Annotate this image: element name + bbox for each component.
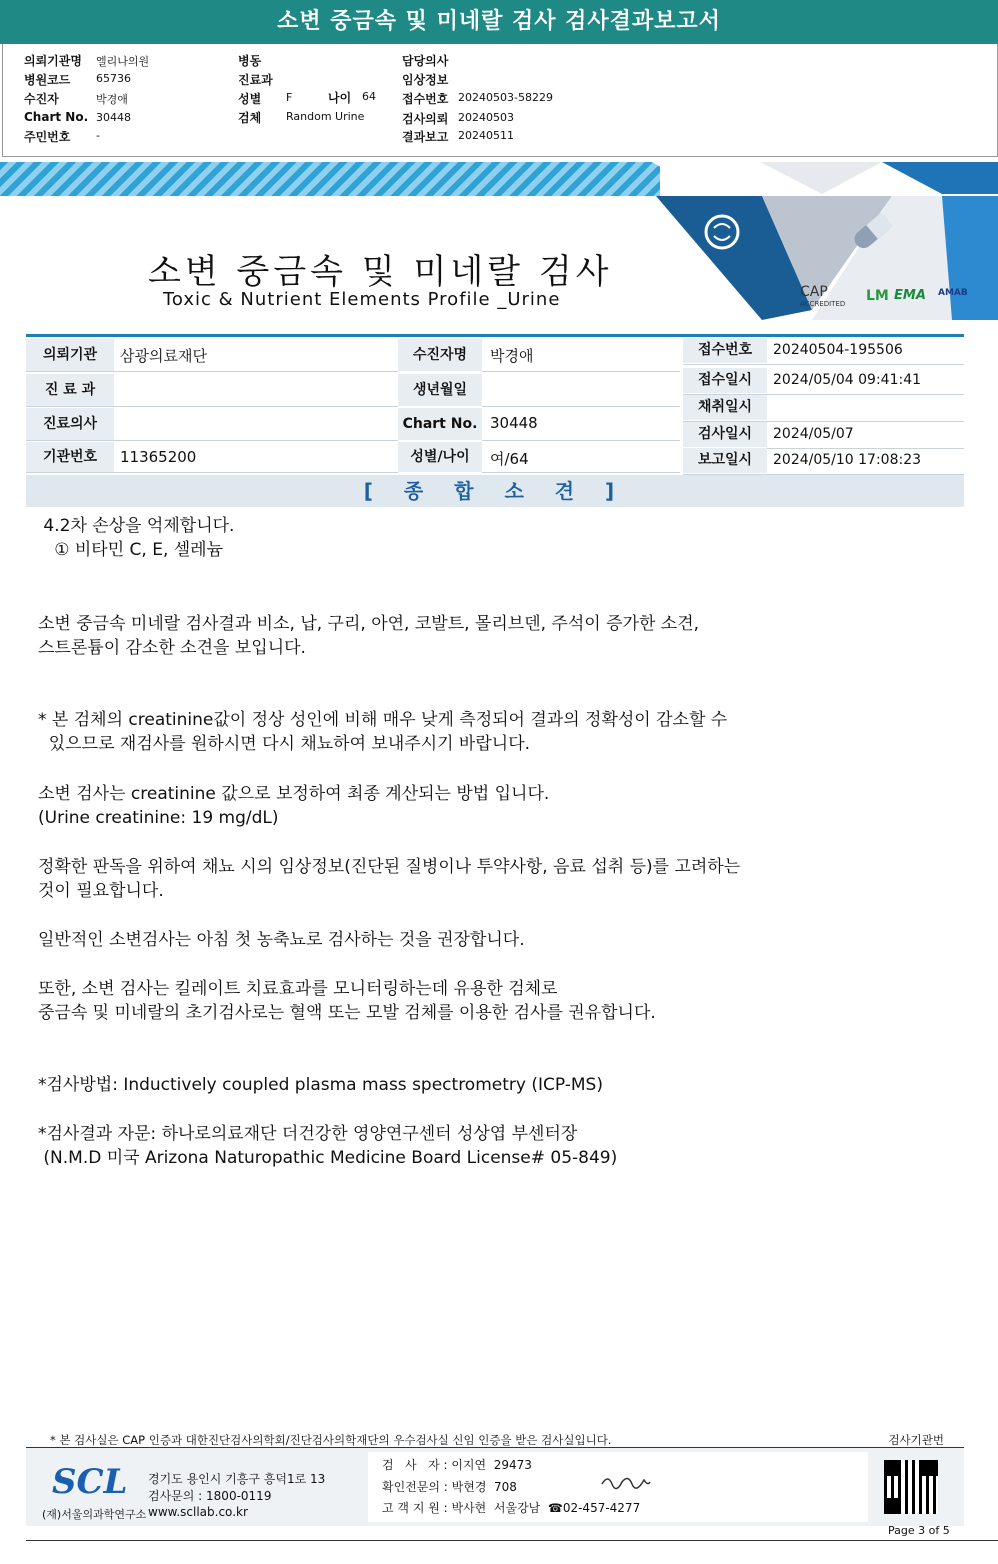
row-divider <box>683 364 964 365</box>
info-label: Chart No. <box>398 408 482 441</box>
report-banner-title: 소변 중금속 및 미네랄 검사 검사결과보고서 <box>0 0 998 44</box>
confirming-physician: 확인전문의 : 박현경 708 <box>382 1480 517 1494</box>
org-number: 검사기관번 <box>888 1433 944 1447</box>
header-field-value: Random Urine <box>286 110 365 123</box>
header-field-label: 담당의사 <box>402 54 449 68</box>
info-label: 검사일시 <box>683 422 767 448</box>
row-divider <box>26 440 680 441</box>
summary-paragraph: 4.2차 손상을 억제합니다. ① 비타민 C, E, 셀레늄 <box>43 516 235 560</box>
footer-address: 경기도 용인시 기흥구 흥덕1로 13 <box>148 1472 326 1486</box>
info-label: 접수일시 <box>683 368 767 394</box>
summary-paragraph: 또한, 소변 검사는 킬레이트 치료효과를 모니터링하는데 유용한 검체로 중금속 및 미네랄의 초기검사로는 혈액 또는 모발 검체를 이용한 검사를 권유합니다. <box>38 979 656 1023</box>
report-title: 소변 중금속 및 미네랄 검사 <box>148 252 613 292</box>
row-divider <box>26 406 680 407</box>
info-value: 11365200 <box>120 448 197 466</box>
header-field-label: 수진자 <box>24 92 59 106</box>
summary-paragraph: 일반적인 소변검사는 아침 첫 농축뇨로 검사하는 것을 권장합니다. <box>38 930 525 950</box>
header-field-label: Chart No. <box>24 110 89 124</box>
footer-website[interactable]: www.scllab.co.kr <box>148 1505 248 1519</box>
info-label: 진 료 과 <box>26 374 114 407</box>
summary-paragraph: 소변 중금속 미네랄 검사결과 비소, 납, 구리, 아연, 코발트, 몰리브덴, 주석이 증가한 소견, 스트론튬이 감소한 소견을 보입니다. <box>38 614 700 658</box>
footer-phone: 검사문의 : 1800-0119 <box>148 1489 272 1503</box>
summary-paragraph: 정확한 판독을 위하여 채뇨 시의 임상정보(진단된 질병이나 투약사항, 음료 섭취 등)를 고려하는 것이 필요합니다. <box>38 857 741 901</box>
header-field-label: 결과보고 <box>402 130 449 144</box>
header-field-label: 병동 <box>238 54 262 68</box>
page-bottom-rule <box>26 1540 998 1541</box>
header-field-value: 박경애 <box>96 93 128 106</box>
info-label: 접수번호 <box>683 338 767 364</box>
header-field-value: 엘리나의원 <box>96 55 150 68</box>
info-label: 기관번호 <box>26 442 114 473</box>
header-field-value: F <box>286 91 293 104</box>
signature-image <box>598 1470 652 1492</box>
summary-paragraph: *검사방법: Inductively coupled plasma mass spectrometry (ICP-MS) <box>38 1075 603 1095</box>
table-top-rule <box>26 334 964 337</box>
info-label: 보고일시 <box>683 448 767 474</box>
summary-heading: [ 종 합 소 견 ] <box>26 475 964 507</box>
row-divider <box>26 371 680 372</box>
row-divider <box>26 472 680 473</box>
header-field-label: 성별 <box>238 92 262 106</box>
header-field-label: 접수번호 <box>402 92 449 106</box>
header-field-label: 검체 <box>238 111 262 125</box>
report-subtitle: Toxic & Nutrient Elements Profile _Urine <box>163 289 561 310</box>
cap-logo: CAP ACCREDITED <box>800 284 846 308</box>
summary-paragraph: *검사결과 자문: 하나로의료재단 더건강한 영양연구센터 성상엽 부센터장 (N.M.D 미국 Arizona Naturopathic Medicine Board License# 05-849) <box>38 1124 618 1168</box>
summary-paragraph: 소변 검사는 creatinine 값으로 보정하여 최종 계산되는 방법 입니다. (Urine creatinine: 19 mg/dL) <box>38 784 550 828</box>
scl-logo: SCL <box>52 1462 128 1502</box>
scl-logo-sub: (재)서울의과학연구소 <box>42 1508 147 1521</box>
info-label: 수진자명 <box>398 339 482 372</box>
header-field-value: 20240503 <box>458 111 514 124</box>
summary-paragraph: * 본 검체의 creatinine값이 정상 성인에 비해 매우 낮게 측정되어 결과의 정확성이 감소할 수 있으므로 재검사를 원하시면 다시 채뇨하여 보내주시기 바랍니다. <box>38 710 728 754</box>
ema-logo: EMA <box>894 288 926 303</box>
age-value: 64 <box>362 90 376 103</box>
age-label: 나이 <box>328 91 352 105</box>
lm-logo: LM <box>866 288 889 304</box>
header-field-value: 20240511 <box>458 129 514 142</box>
info-label: 성별/나이 <box>398 442 482 473</box>
header-field-value: 65736 <box>96 72 131 85</box>
qr-code <box>884 1460 938 1514</box>
decorative-stripe <box>0 162 660 196</box>
examiner: 검 사 자 : 이지연 29473 <box>382 1458 532 1472</box>
header-field-label: 검사의뢰 <box>402 112 449 126</box>
header-field-label: 병원코드 <box>24 73 71 87</box>
info-value: 2024/05/04 09:41:41 <box>773 372 922 388</box>
certification-notice: * 본 검사실은 CAP 인증과 대한진단검사의학회/진단검사의학재단의 우수검사실 신임 인증을 받은 검사실입니다. <box>50 1433 612 1447</box>
info-value: 20240504-195506 <box>773 342 903 358</box>
page-number: Page 3 of 5 <box>888 1524 950 1537</box>
header-field-value: 30448 <box>96 111 131 124</box>
header-field-label: 주민번호 <box>24 130 71 144</box>
header-field-label: 임상정보 <box>402 73 449 87</box>
header-field-value: 20240503-58229 <box>458 91 553 104</box>
info-label: 채취일시 <box>683 395 767 421</box>
info-value: 2024/05/10 17:08:23 <box>773 452 922 468</box>
amab-logo: AMAB <box>938 288 968 298</box>
info-value: 삼광의료재단 <box>120 347 207 365</box>
info-label: 생년월일 <box>398 374 482 407</box>
info-value: 박경애 <box>490 347 534 365</box>
header-field-label: 의뢰기관명 <box>24 54 82 68</box>
header-field-label: 진료과 <box>238 73 273 87</box>
info-value: 여/64 <box>490 450 529 468</box>
info-label: 진료의사 <box>26 408 114 441</box>
header-field-value: - <box>96 129 100 142</box>
info-value: 2024/05/07 <box>773 426 854 442</box>
info-value: 30448 <box>490 414 538 432</box>
info-label: 의뢰기관 <box>26 339 114 372</box>
customer-support: 고 객 지 원 : 박사현 서울강남 ☎02-457-4277 <box>382 1501 641 1515</box>
